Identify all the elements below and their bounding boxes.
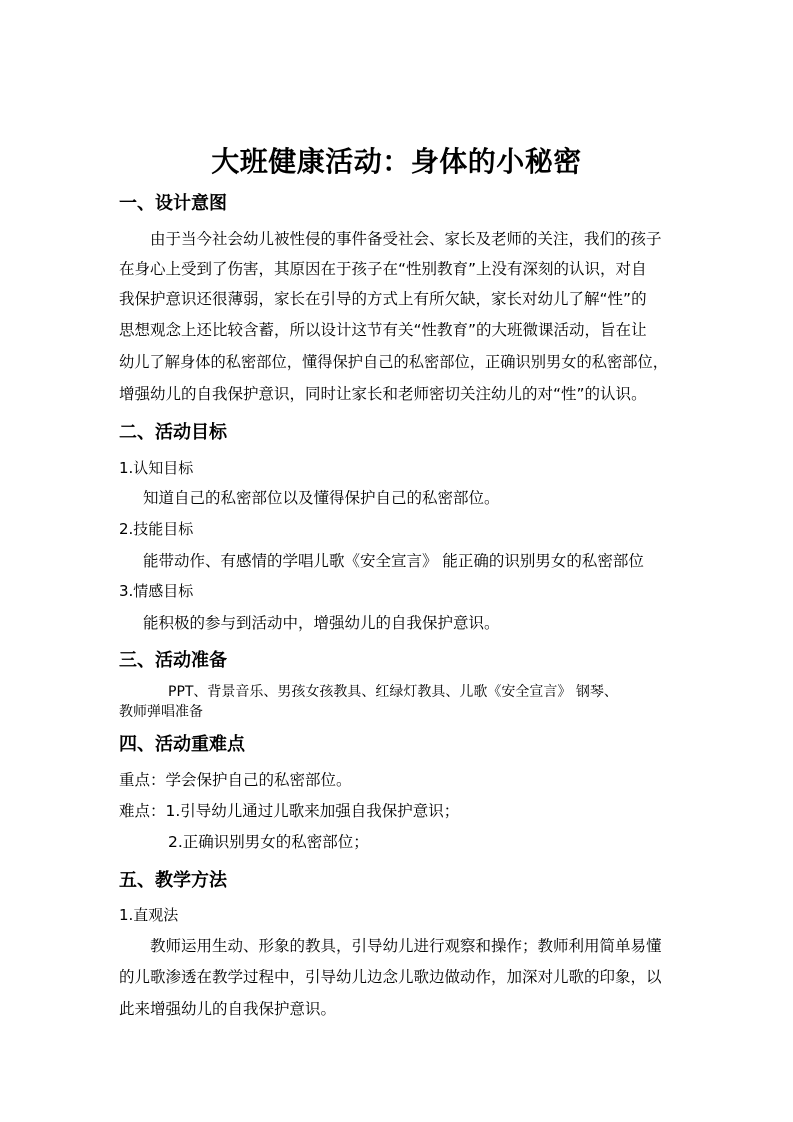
goal-text: 能积极的参与到活动中，增强幼儿的自我保护意识。 xyxy=(143,614,500,632)
difficulty-point: 2.正确识别男女的私密部位； xyxy=(168,833,369,851)
paragraph-line: 由于当今社会幼儿被性侵的事件备受社会、家长及老师的关注，我们的孩子 xyxy=(150,230,662,248)
difficulty-point: 难点：1.引导幼儿通过儿歌来加强自我保护意识； xyxy=(119,802,460,820)
paragraph-line: 增强幼儿的自我保护意识，同时让家长和老师密切关注幼儿的对“性”的认识。 xyxy=(119,385,647,403)
paragraph-line: 教师运用生动、形象的教具，引导幼儿进行观察和操作；教师利用简单易懂 xyxy=(150,937,662,955)
paragraph-line: 此来增强幼儿的自我保护意识。 xyxy=(119,1000,337,1018)
goal-label: 2.技能目标 xyxy=(119,520,194,538)
section-heading-key-difficulty: 四、活动重难点 xyxy=(119,734,245,755)
paragraph-line: 思想观念上还比较含蓄，所以设计这节有关“性教育”的大班微课活动，旨在让 xyxy=(119,321,647,339)
section-heading-preparation: 三、活动准备 xyxy=(119,650,227,671)
paragraph-line: 在身心上受到了伤害，其原因在于孩子在“性别教育”上没有深刻的认识，对自 xyxy=(119,260,647,278)
goal-label: 3.情感目标 xyxy=(119,582,194,600)
paragraph-line: 我保护意识还很薄弱，家长在引导的方式上有所欠缺，家长对幼儿了解“性”的 xyxy=(119,290,647,308)
section-heading-activity-goals: 二、活动目标 xyxy=(119,422,227,443)
preparation-line: PPT、背景音乐、男孩女孩教具、红绿灯教具、儿歌《安全宣言》 钢琴、 xyxy=(168,684,618,700)
key-point: 重点：学会保护自己的私密部位。 xyxy=(119,771,352,789)
page-title: 大班健康活动：身体的小秘密 xyxy=(211,145,582,178)
section-heading-design-intent: 一、设计意图 xyxy=(119,193,227,214)
goal-label: 1.认知目标 xyxy=(119,459,194,477)
paragraph-line: 幼儿了解身体的私密部位，懂得保护自己的私密部位，正确识别男女的私密部位， xyxy=(119,353,668,371)
goal-text: 能带动作、有感情的学唱儿歌《安全宣言》 能正确的识别男女的私密部位 xyxy=(143,552,644,570)
preparation-line: 教师弹唱准备 xyxy=(119,704,203,720)
paragraph-line: 的儿歌渗透在教学过程中，引导幼儿边念儿歌边做动作，加深对儿歌的印象，以 xyxy=(119,968,662,986)
method-label: 1.直观法 xyxy=(119,906,179,924)
goal-text: 知道自己的私密部位以及懂得保护自己的私密部位。 xyxy=(143,489,500,507)
section-heading-teaching-methods: 五、教学方法 xyxy=(119,870,227,891)
